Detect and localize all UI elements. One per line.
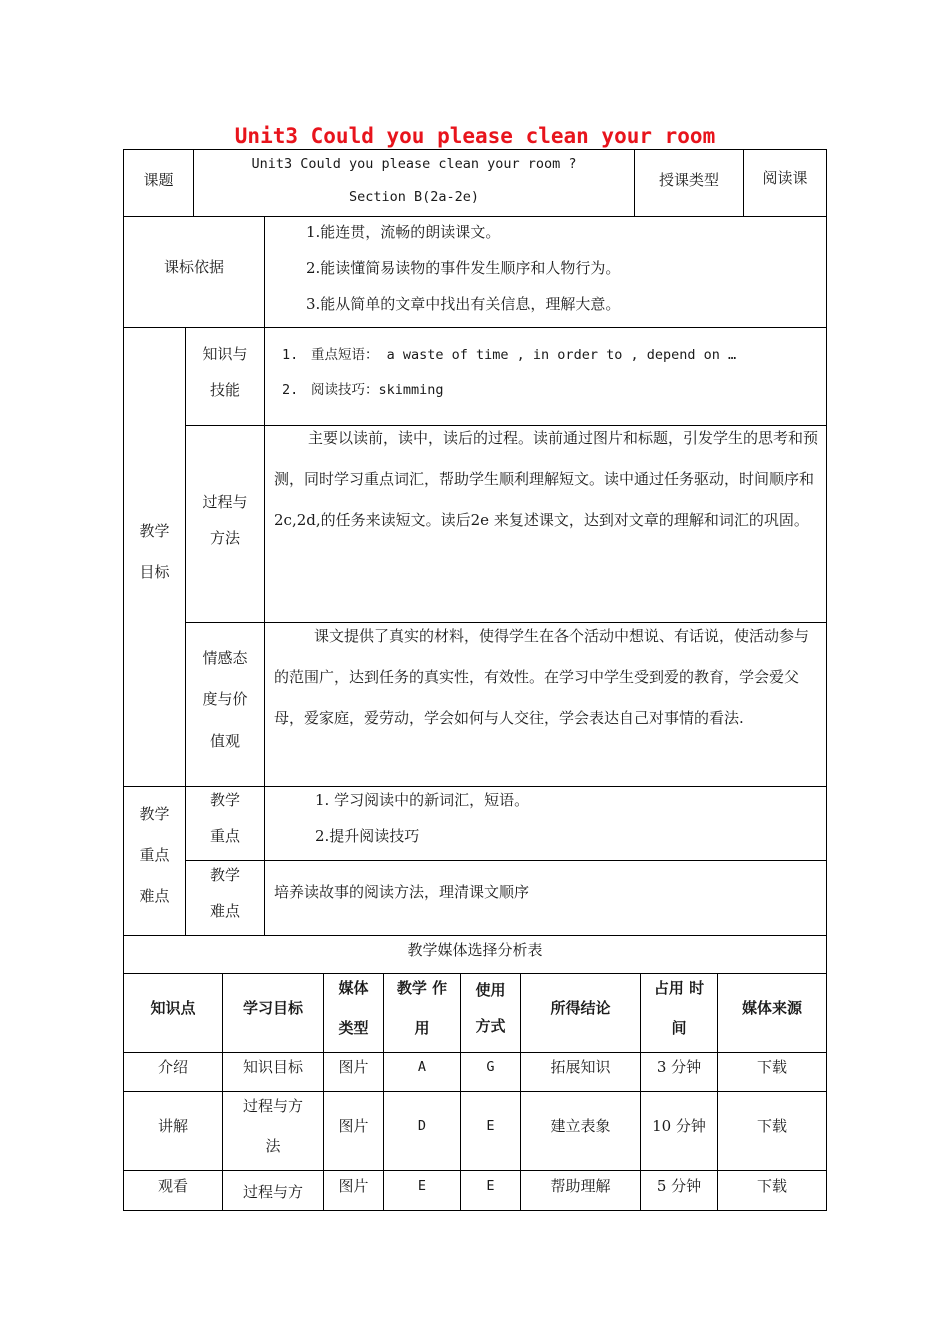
emotion-label-2: 度与价 — [202, 690, 248, 708]
process-label-1: 过程与 — [202, 493, 248, 511]
media-row-1-time: 3 分钟 — [656, 1058, 702, 1076]
media-header-role-1: 教学 作 — [396, 979, 448, 997]
knowledge-label-2: 技能 — [209, 381, 240, 399]
media-header-point: 知识点 — [150, 999, 196, 1017]
topic-line2: Section B(2a-2e) — [348, 189, 480, 205]
media-row-1-goal: 知识目标 — [242, 1058, 303, 1076]
media-row-2-result: 建立表象 — [550, 1117, 611, 1135]
process-label-2: 方法 — [209, 529, 240, 547]
rule — [123, 786, 827, 787]
media-row-3-type: 图片 — [338, 1177, 369, 1195]
rule — [123, 1210, 827, 1211]
media-header-time-1: 占用 时 — [653, 979, 705, 997]
media-row-2-source: 下载 — [756, 1117, 787, 1135]
knowledge-item-2-num: 2. — [282, 382, 299, 398]
basis-item-2: 2.能读懂简易读物的事件发生顺序和人物行为。 — [306, 259, 621, 277]
rule — [123, 149, 124, 1211]
process-text: 主要以读前，读中，读后的过程。读前通过图片和标题，引发学生的思考和预测，同时学习重点词汇，帮助学生顺利理解短文。读中通过任务驱动，时间顺序和2c,2d,的任务来读短文。读后2e 来复述课文，达到对文章的理解和词汇的巩固。 — [274, 429, 819, 529]
rule — [123, 935, 827, 936]
media-row-3-point: 观看 — [157, 1177, 188, 1195]
rule — [826, 149, 827, 1211]
rule — [123, 327, 827, 328]
focus-label-2: 重点 — [139, 846, 170, 864]
emotion-text: 课文提供了真实的材料，使得学生在各个活动中想说、有话说，使活动参与的范围广，达到任务的真实性，有效性。在学习中学生受到爱的教育，学会爱父母，爱家庭，爱劳动，学会如何与人交往，学会表达自己对事情的看法. — [274, 627, 810, 727]
goals-label-2: 目标 — [139, 563, 170, 581]
basis-item-3: 3.能从简单的文章中找出有关信息，理解大意。 — [306, 295, 621, 313]
knowledge-item-2: 阅读技巧：skimming — [311, 382, 444, 398]
topic-line1: Unit3 Could you please clean your room ? — [251, 156, 577, 172]
media-header-goal: 学习目标 — [242, 999, 303, 1017]
media-row-2-point: 讲解 — [157, 1117, 188, 1135]
media-row-2-role: D — [417, 1118, 427, 1134]
key-item-2: 2.提升阅读技巧 — [315, 827, 420, 845]
goals-label-1: 教学 — [139, 522, 170, 540]
rule — [123, 1170, 827, 1171]
key-label-1: 教学 — [209, 791, 240, 809]
media-row-2-goal-2: 法 — [265, 1137, 281, 1155]
media-row-1-point: 介绍 — [157, 1058, 188, 1076]
media-header-way-2: 方式 — [475, 1017, 506, 1035]
lesson-type-value: 阅读课 — [762, 169, 808, 187]
rule — [185, 860, 827, 861]
basis-item-1: 1.能连贯，流畅的朗读课文。 — [306, 223, 501, 241]
media-row-2-way: E — [486, 1118, 495, 1134]
media-row-3-way: E — [486, 1178, 495, 1194]
media-header-type-1: 媒体 — [338, 979, 369, 997]
knowledge-item-1: 重点短语： a waste of time , in order to , depend on … — [311, 347, 737, 363]
media-row-1-type: 图片 — [338, 1058, 369, 1076]
media-row-3-role: E — [417, 1178, 427, 1194]
media-header-result: 所得结论 — [550, 999, 611, 1017]
knowledge-label-1: 知识与 — [202, 345, 248, 363]
media-row-3-goal: 过程与方 — [242, 1183, 303, 1201]
key-item-1: 1. 学习阅读中的新词汇，短语。 — [315, 791, 530, 809]
media-row-3-result: 帮助理解 — [550, 1177, 611, 1195]
focus-label-1: 教学 — [139, 805, 170, 823]
difficulty-label-2: 难点 — [209, 902, 240, 920]
media-row-3-time: 5 分钟 — [656, 1177, 702, 1195]
key-label-2: 重点 — [209, 827, 240, 845]
media-row-1-role: A — [417, 1059, 427, 1075]
rule — [123, 149, 827, 150]
media-header-time-2: 间 — [671, 1019, 687, 1037]
media-header-source: 媒体来源 — [741, 999, 802, 1017]
media-row-1-source: 下载 — [756, 1058, 787, 1076]
media-row-2-time: 10 分钟 — [652, 1117, 706, 1135]
media-table-title: 教学媒体选择分析表 — [407, 941, 543, 959]
focus-label-3: 难点 — [139, 887, 170, 905]
basis-label: 课标依据 — [163, 258, 224, 276]
rule — [123, 1052, 827, 1053]
media-row-1-way: G — [486, 1059, 495, 1075]
rule — [123, 216, 827, 217]
lesson-type-label: 授课类型 — [658, 171, 719, 189]
media-row-2-goal-1: 过程与方 — [242, 1097, 303, 1115]
difficulty-label-1: 教学 — [209, 866, 240, 884]
knowledge-item-1-num: 1. — [282, 347, 299, 363]
media-row-3-source: 下载 — [756, 1177, 787, 1195]
emotion-label-3: 值观 — [209, 732, 240, 750]
media-row-2-type: 图片 — [338, 1117, 369, 1135]
rule — [123, 973, 827, 974]
topic-label: 课题 — [143, 171, 174, 189]
media-row-1-result: 拓展知识 — [550, 1058, 611, 1076]
rule — [123, 1091, 827, 1092]
media-header-role-2: 用 — [414, 1019, 430, 1037]
media-header-type-2: 类型 — [338, 1019, 369, 1037]
media-header-way-1: 使用 — [475, 981, 506, 999]
difficulty-text: 培养读故事的阅读方法，理清课文顺序 — [274, 883, 530, 901]
rule — [264, 216, 265, 936]
document-title: Unit3 Could you please clean your room — [234, 124, 716, 148]
emotion-label-1: 情感态 — [202, 649, 248, 667]
